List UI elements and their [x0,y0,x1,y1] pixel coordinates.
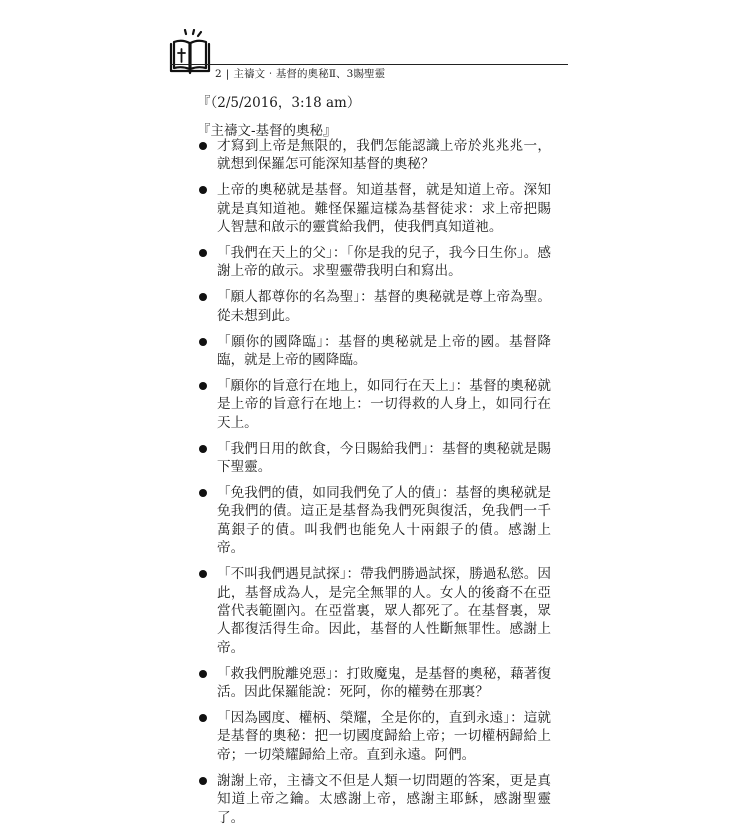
header-rule [170,64,568,65]
list-item [197,377,551,432]
list-item [197,181,551,236]
entry-title: 『主禱文-基督的奧秘』 [197,123,337,139]
list-item-text: 「我們在天上的父」：「你是我的兒子，我今日生你」。感謝上帝的啟示。求聖靈帶我明白和寫出。 [217,245,551,280]
list-item [197,440,551,477]
list-item-text: 才寫到上帝是無限的，我們怎能認識上帝於兆兆兆一，就想到保羅怎可能深知基督的奧秘？ [217,138,551,173]
list-item-text: 「願你的旨意行在地上，如同行在天上」：基督的奧秘就是上帝的旨意行在地上：一切得救的人身上，如同行在天上。 [217,377,551,431]
list-item-text: 「不叫我們遇見試探」：帶我們勝過試探，勝過私慾。因此，基督成為人，是完全無罪的人。女人的後裔不在亞當代表範圍內。在亞當裏，眾人都死了。在基督裏，眾人都復活得生命。因此，基督的人性斷無罪性。感謝上帝。 [217,566,551,656]
list-item [197,484,551,558]
bullet-icon [199,249,207,257]
list-item-text: 「我們日用的飲食，今日賜給我們」：基督的奧秘就是賜下聖靈。 [217,440,551,476]
bullet-icon [199,489,207,497]
list-item [197,333,551,370]
entry-timestamp: 『（2/5/2016，3:18 am） [197,95,361,111]
list-item-text: 「免我們的債，如同我們免了人的債」：基督的奧秘就是免我們的債。這正是基督為我們死與復活，免我們一千萬銀子的債。叫我們也能免人十兩銀子的債。感謝上帝。 [217,485,551,557]
bullet-icon [199,670,207,678]
bullet-list [197,137,551,834]
open-book-cross-icon [168,29,212,77]
list-item [197,288,551,325]
page-number: 2 [215,68,222,80]
header-separator: | [225,68,230,80]
bullet-icon [199,570,207,578]
bullet-icon [199,142,207,150]
list-item [197,772,551,827]
bullet-icon [199,293,207,301]
bullet-icon [199,777,207,785]
list-item-text: 「因為國度、權柄、榮耀，全是你的，直到永遠」：這就是基督的奧秘：把一切國度歸給上帝；一切權柄歸給上帝；一切榮耀歸給上帝。直到永遠。阿們。 [217,709,551,763]
bullet-icon [199,445,207,453]
bullet-icon [199,714,207,722]
bullet-icon [199,338,207,346]
list-item [197,565,551,657]
list-item [197,244,551,281]
list-item-text: 上帝的奧秘就是基督。知道基督，就是知道上帝。深知就是真知道祂。難怪保羅這樣為基督徒求：求上帝把賜人智慧和啟示的靈賞給我們，使我們真知道祂。 [217,182,551,236]
bullet-icon [199,186,207,194]
list-item-text: 謝謝上帝，主禱文不但是人類一切問題的答案，更是真知道上帝之鑰。太感謝上帝，感謝主耶穌，感謝聖靈了。 [217,772,551,826]
running-title: 主禱文‧基督的奧秘Ⅱ、3賜聖靈 [233,68,386,80]
list-item [197,137,551,174]
list-item-text: 「願你的國降臨」：基督的奧秘就是上帝的國。基督降臨，就是上帝的國降臨。 [217,333,551,369]
list-item-text: 「願人都尊你的名為聖」：基督的奧秘就是尊上帝為聖。從未想到此。 [217,289,551,324]
running-header [215,67,385,81]
bullet-icon [199,382,207,390]
list-item [197,709,551,764]
list-item-text: 「救我們脫離兇惡」：打敗魔鬼，是基督的奧秘，藉著復活。因此保羅能說：死阿，你的權勢在那裏？ [217,665,551,701]
list-item [197,665,551,702]
